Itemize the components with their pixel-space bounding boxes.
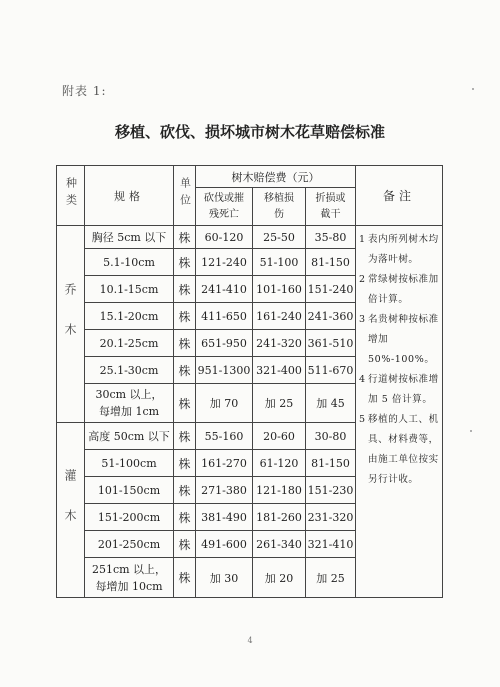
fee-death-cell: 加 70 (196, 384, 253, 423)
header-fee-group: 树木赔偿费（元） (196, 166, 356, 188)
spec-cell: 5.1-10cm (85, 249, 174, 276)
fee-damage-cell: 231-320 (306, 504, 356, 531)
fee-damage-cell: 81-150 (306, 249, 356, 276)
fee-transplant-cell: 101-160 (253, 276, 306, 303)
note-item (359, 410, 440, 490)
header-type: 种类 (57, 166, 85, 226)
header-spec: 规格 (85, 166, 174, 226)
note-text: 移植的人工、机具、材料费等，由施工单位按实另行计收。 (368, 414, 439, 485)
unit-cell: 株 (174, 504, 196, 531)
fee-damage-cell: 加 25 (306, 558, 356, 598)
document-title: 移植、砍伐、损坏城市树木花草赔偿标准 (114, 123, 385, 141)
table-caption: 附表 1: (62, 84, 107, 98)
fee-transplant-cell: 321-400 (253, 357, 306, 384)
fee-damage-cell: 35-80 (306, 226, 356, 249)
spec-cell: 251cm 以上，每增加 10cm (85, 558, 174, 598)
note-text: 行道树按标准增加 5 倍计算。 (368, 374, 439, 405)
spec-cell: 高度 50cm 以下 (85, 423, 174, 450)
fee-death-cell: 381-490 (196, 504, 253, 531)
fee-transplant-cell: 加 20 (253, 558, 306, 598)
fee-transplant-cell: 121-180 (253, 477, 306, 504)
fee-damage-cell: 30-80 (306, 423, 356, 450)
note-number: 3 (359, 314, 366, 325)
header-unit: 单位 (174, 166, 196, 226)
note-text: 表内所列树木均为落叶树。 (368, 234, 439, 265)
unit-cell: 株 (174, 249, 196, 276)
note-item (359, 230, 440, 270)
fee-death-cell: 491-600 (196, 531, 253, 558)
note-number: 4 (359, 374, 366, 385)
fee-death-cell: 951-1300 (196, 357, 253, 384)
fee-damage-cell: 241-360 (306, 303, 356, 330)
fee-damage-cell: 361-510 (306, 330, 356, 357)
fee-transplant-cell: 161-240 (253, 303, 306, 330)
fee-death-cell: 55-160 (196, 423, 253, 450)
fee-transplant-cell: 加 25 (253, 384, 306, 423)
note-item (359, 270, 440, 310)
fee-transplant-cell: 241-320 (253, 330, 306, 357)
category-tree: 乔木 (57, 226, 85, 423)
fee-transplant-cell: 51-100 (253, 249, 306, 276)
header-notes: 备注 (356, 166, 443, 226)
page-number: 4 (247, 636, 253, 645)
unit-cell: 株 (174, 303, 196, 330)
spec-cell: 30cm 以上，每增加 1cm (85, 384, 174, 423)
scan-speck (472, 88, 474, 90)
notes-cell (356, 226, 443, 598)
fee-transplant-cell: 181-260 (253, 504, 306, 531)
note-text: 名贵树种按标准增加50%-100%。 (368, 314, 439, 365)
fee-death-cell: 241-410 (196, 276, 253, 303)
fee-damage-cell: 511-670 (306, 357, 356, 384)
fee-damage-cell: 加 45 (306, 384, 356, 423)
scan-speck (470, 430, 472, 432)
note-number: 2 (359, 274, 366, 285)
unit-cell: 株 (174, 226, 196, 249)
spec-cell: 15.1-20cm (85, 303, 174, 330)
spec-cell: 151-200cm (85, 504, 174, 531)
fee-transplant-cell: 25-50 (253, 226, 306, 249)
spec-cell: 51-100cm (85, 450, 174, 477)
fee-death-cell: 121-240 (196, 249, 253, 276)
note-item (359, 370, 440, 410)
unit-cell: 株 (174, 423, 196, 450)
fee-damage-cell: 81-150 (306, 450, 356, 477)
compensation-table (56, 165, 443, 598)
spec-cell: 20.1-25cm (85, 330, 174, 357)
note-number: 5 (359, 414, 366, 425)
table-row (57, 226, 443, 249)
header-fee-death: 砍伐或摧残死亡 (196, 188, 253, 226)
fee-damage-cell: 151-230 (306, 477, 356, 504)
unit-cell: 株 (174, 384, 196, 423)
fee-death-cell: 651-950 (196, 330, 253, 357)
fee-transplant-cell: 61-120 (253, 450, 306, 477)
fee-damage-cell: 321-410 (306, 531, 356, 558)
note-number: 1 (359, 234, 366, 245)
header-fee-damage: 折损或截干 (306, 188, 356, 226)
spec-cell: 101-150cm (85, 477, 174, 504)
spec-cell: 201-250cm (85, 531, 174, 558)
category-shrub: 灌木 (57, 423, 85, 598)
header-fee-transplant: 移植损伤 (253, 188, 306, 226)
note-item (359, 310, 440, 370)
spec-cell: 10.1-15cm (85, 276, 174, 303)
fee-damage-cell: 151-240 (306, 276, 356, 303)
fee-transplant-cell: 261-340 (253, 531, 306, 558)
fee-death-cell: 271-380 (196, 477, 253, 504)
unit-cell: 株 (174, 450, 196, 477)
fee-transplant-cell: 20-60 (253, 423, 306, 450)
unit-cell: 株 (174, 477, 196, 504)
unit-cell: 株 (174, 558, 196, 598)
unit-cell: 株 (174, 276, 196, 303)
fee-death-cell: 加 30 (196, 558, 253, 598)
spec-cell: 胸径 5cm 以下 (85, 226, 174, 249)
spec-cell: 25.1-30cm (85, 357, 174, 384)
note-text: 常绿树按标准加倍计算。 (368, 274, 439, 305)
fee-death-cell: 60-120 (196, 226, 253, 249)
unit-cell: 株 (174, 357, 196, 384)
unit-cell: 株 (174, 531, 196, 558)
unit-cell: 株 (174, 330, 196, 357)
fee-death-cell: 411-650 (196, 303, 253, 330)
fee-death-cell: 161-270 (196, 450, 253, 477)
